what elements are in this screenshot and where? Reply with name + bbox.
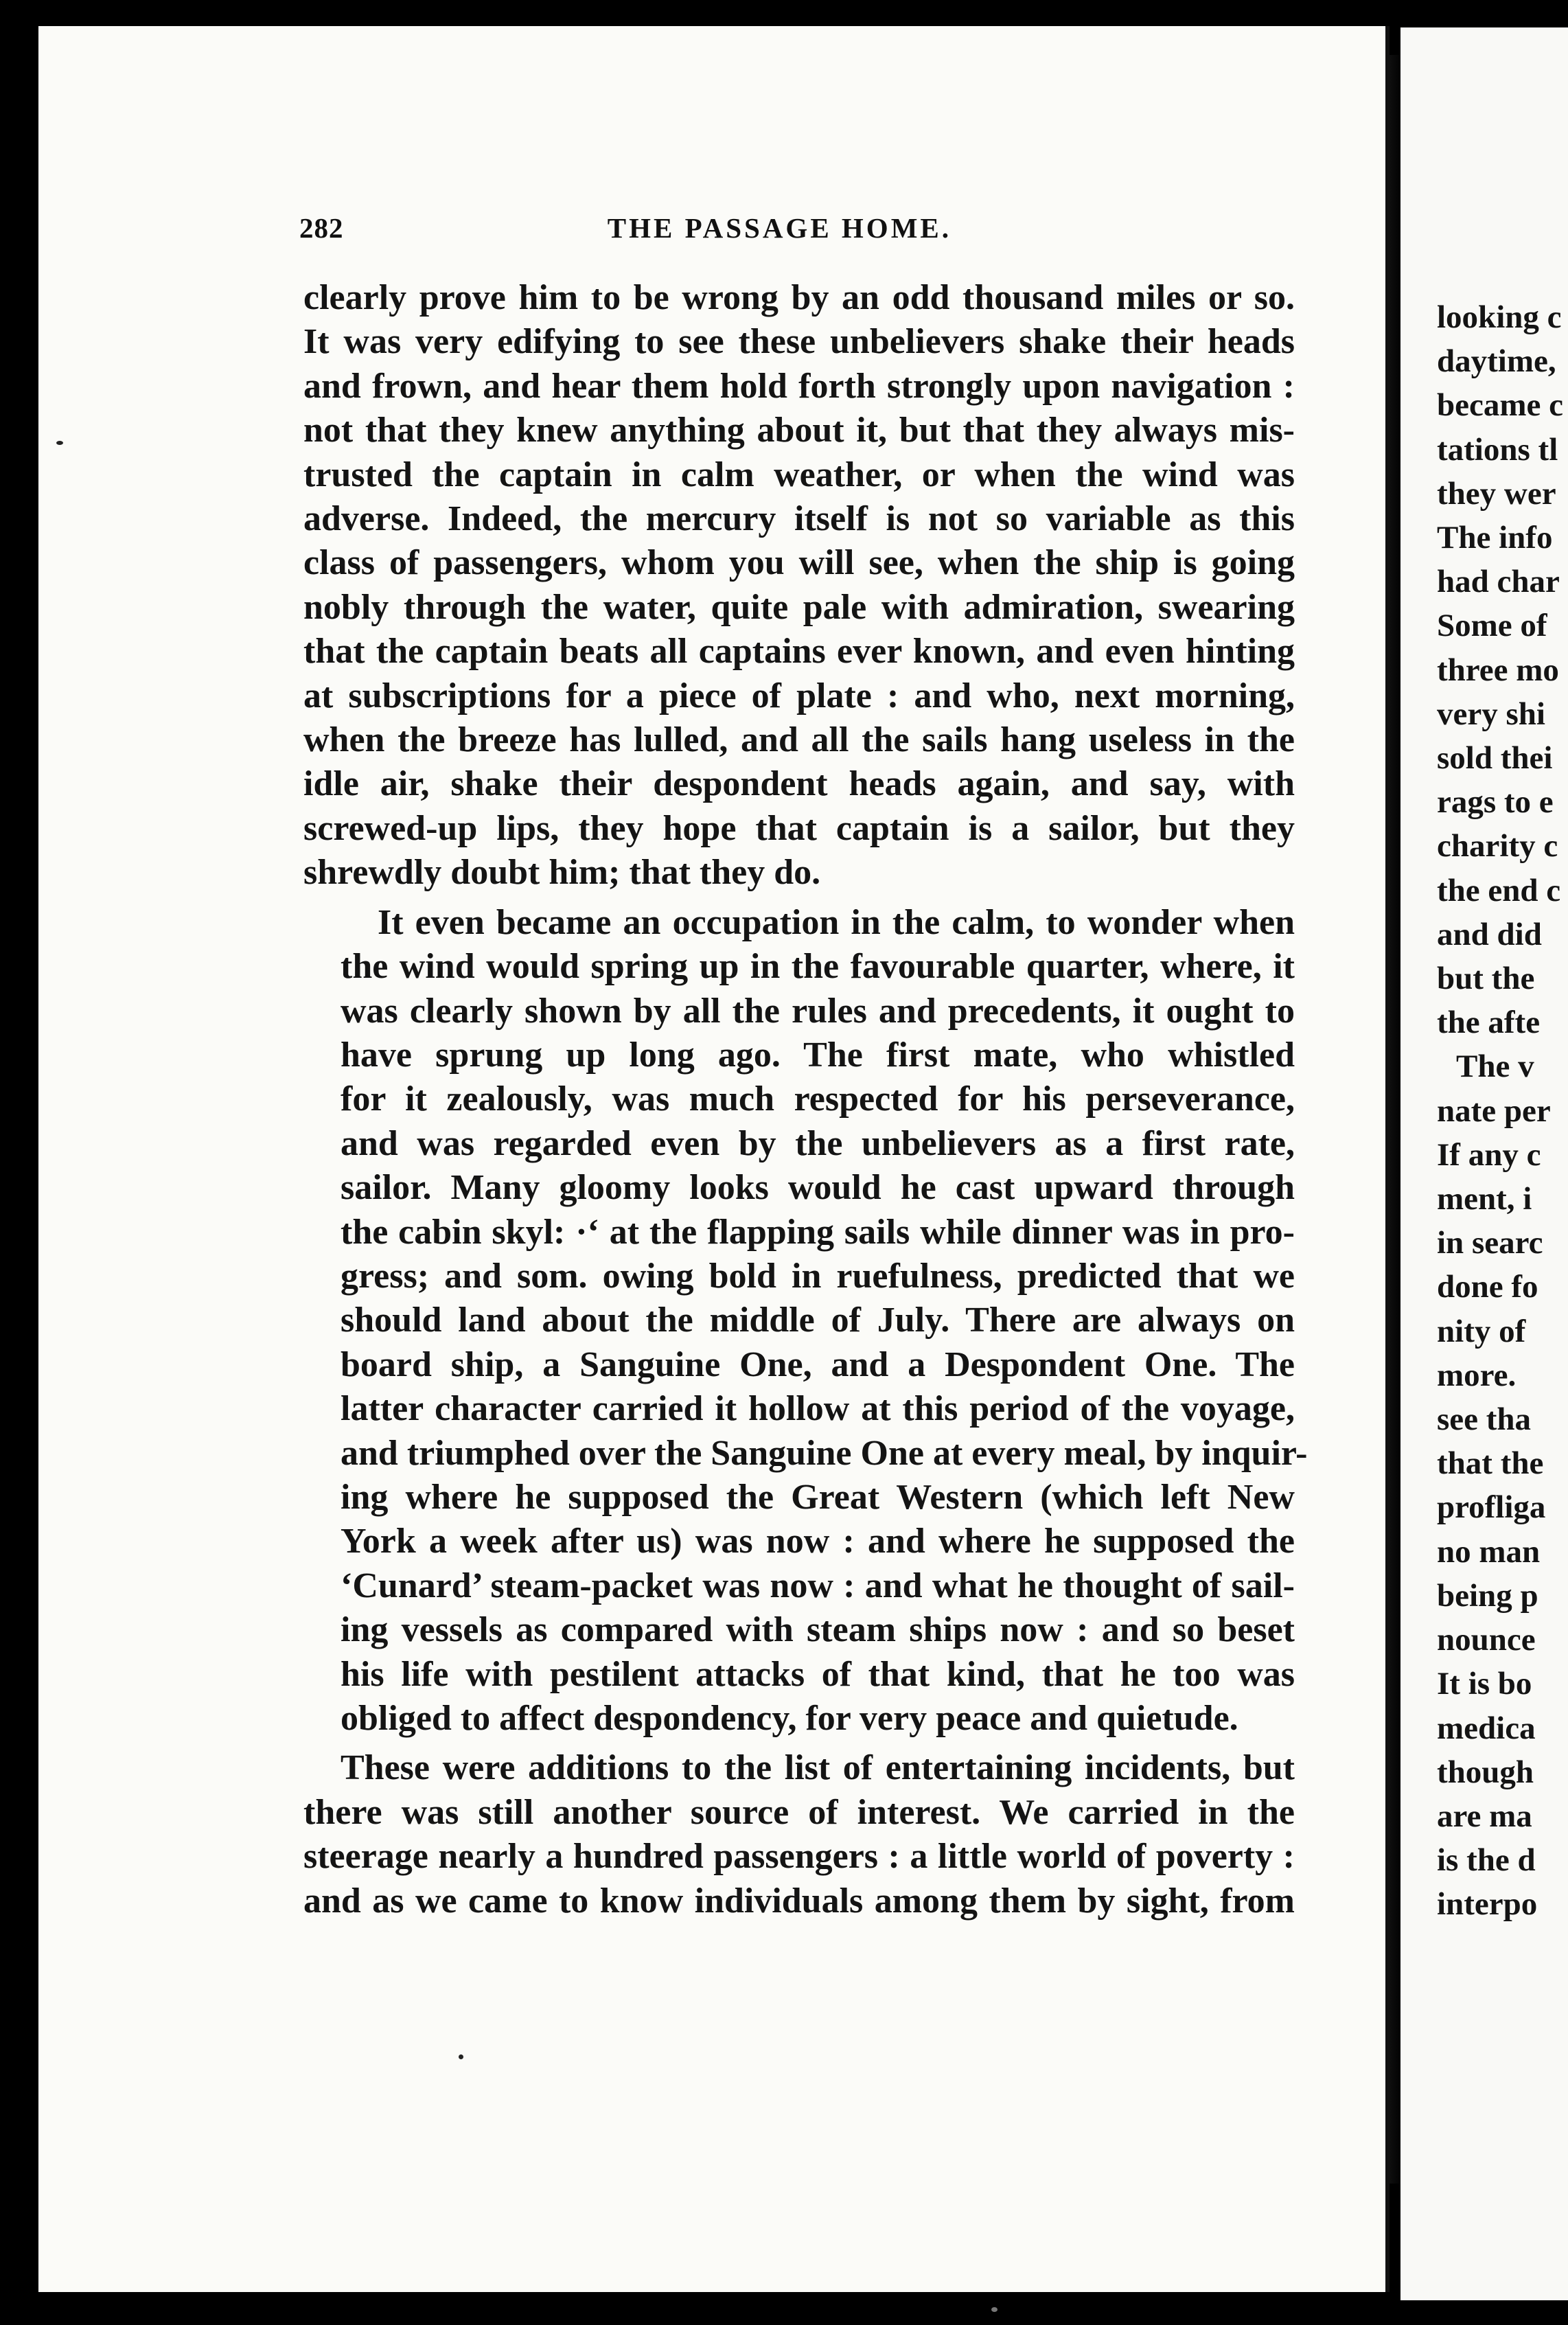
text-line: for it zealously, was much respected for his perseverance, <box>341 1079 1295 1119</box>
text-line: and triumphed over the Sanguine One at every meal, by inquir- <box>341 1433 1308 1473</box>
text-line: should land about the middle of July. There are always on <box>341 1301 1295 1340</box>
facing-text-line: three mo <box>1437 652 1559 688</box>
scan-speck <box>56 441 63 445</box>
facing-text-line: the end c <box>1437 872 1561 908</box>
facing-text-line: in searc <box>1437 1225 1543 1261</box>
facing-text-line: being p <box>1437 1577 1538 1614</box>
page-header <box>299 211 1302 253</box>
text-line: clearly prove him to be wrong by an odd thousand miles or so. <box>303 278 1295 317</box>
text-line: screwed-up lips, they hope that captain is a sailor, but they <box>303 808 1295 848</box>
facing-text-line: It is bo <box>1437 1666 1532 1702</box>
facing-text-line: Some of <box>1437 608 1547 644</box>
facing-text-line: though <box>1437 1754 1534 1790</box>
text-line: at subscriptions for a piece of plate : and who, next morning, <box>303 676 1295 715</box>
paragraph-3 <box>303 1746 1295 1923</box>
scan-speck <box>991 2307 998 2312</box>
facing-text-line: done fo <box>1437 1269 1538 1305</box>
facing-text-line: interpo <box>1437 1886 1538 1923</box>
facing-text-line: profliga <box>1437 1489 1546 1526</box>
facing-text-line: no man <box>1437 1533 1541 1570</box>
facing-text-line: see tha <box>1437 1401 1532 1438</box>
page-number: 282 <box>299 212 344 244</box>
text-line: York a week after us) was now : and where he supposed the <box>341 1522 1295 1561</box>
text-line: have sprung up long ago. The first mate, who whistled <box>341 1035 1295 1075</box>
text-line: These were additions to the list of entertaining incidents, but <box>341 1748 1295 1788</box>
text-line: and frown, and hear them hold forth strongly upon navigation : <box>303 366 1295 406</box>
main-text <box>303 276 1308 1923</box>
scan-speck <box>459 2054 463 2059</box>
text-line: the cabin skyl: ·‘ at the flapping sails while dinner was in pro- <box>341 1212 1295 1252</box>
text-line: adverse. Indeed, the mercury itself is not so variable as this <box>303 499 1295 539</box>
facing-text-line: but the <box>1437 961 1535 997</box>
running-title: THE PASSAGE HOME. <box>607 212 952 244</box>
text-line: and was regarded even by the unbelievers as a first rate, <box>341 1123 1295 1163</box>
facing-text-line: ment, i <box>1437 1181 1532 1217</box>
text-line: class of passengers, whom you will see, when the ship is going <box>303 543 1295 583</box>
text-line: not that they knew anything about it, but that they always mis- <box>303 411 1295 450</box>
facing-text-line: they wer <box>1437 475 1556 512</box>
page-gutter <box>1385 26 1390 2292</box>
facing-text-line: are ma <box>1437 1798 1532 1834</box>
facing-text-line: that the <box>1437 1445 1544 1482</box>
text-line: shrewdly doubt him; that they do. <box>303 853 821 893</box>
facing-text-line: had char <box>1437 564 1560 600</box>
facing-text-line: daytime, <box>1437 343 1556 380</box>
text-line: his life with pestilent attacks of that kind, that he too was <box>341 1654 1295 1694</box>
facing-text-line: nity of <box>1437 1313 1526 1349</box>
text-line: It even became an occupation in the calm, to wonder when <box>378 902 1295 942</box>
facing-text-line: and did <box>1437 916 1542 952</box>
facing-text-line: charity c <box>1437 828 1558 864</box>
paragraph-2 <box>303 901 1308 1741</box>
facing-text-line: The info <box>1437 520 1553 556</box>
facing-text-line: is the d <box>1437 1842 1536 1879</box>
text-line: ing vessels as compared with steam ships now : and so beset <box>341 1610 1295 1650</box>
text-line: was clearly shown by all the rules and precedents, it ought to <box>341 991 1295 1031</box>
text-line: that the captain beats all captains ever known, and even hinting <box>303 632 1295 672</box>
facing-text-line: nounce <box>1437 1622 1536 1658</box>
text-line: It was very edifying to see these unbelievers shake their heads <box>303 322 1295 362</box>
facing-text-line: rags to e <box>1437 784 1554 821</box>
facing-text-line: The v <box>1456 1049 1534 1085</box>
facing-text-line: sold thei <box>1437 740 1553 777</box>
facing-text-line: tations tl <box>1437 431 1558 468</box>
facing-text-line: became c <box>1437 387 1563 424</box>
facing-text-line: medica <box>1437 1710 1536 1746</box>
text-line: board ship, a Sanguine One, and a Despondent One. The <box>341 1344 1295 1384</box>
text-line: there was still another source of interest. We carried in the <box>303 1792 1295 1832</box>
text-line: trusted the captain in calm weather, or when the wind was <box>303 455 1295 494</box>
text-line: the wind would spring up in the favourable quarter, where, it <box>341 947 1295 987</box>
text-line: steerage nearly a hundred passengers : a little world of poverty : <box>303 1837 1295 1877</box>
text-line: gress; and som. owing bold in ruefulness, predicted that we <box>341 1256 1295 1296</box>
text-line: when the breeze has lulled, and all the sails hang useless in the <box>303 720 1295 760</box>
text-line: latter character carried it hollow at this period of the voyage, <box>341 1389 1295 1429</box>
facing-page-text <box>1437 295 1568 1927</box>
facing-text-line: nate per <box>1437 1092 1551 1129</box>
paragraph-1 <box>303 276 1295 895</box>
text-line: ‘Cunard’ steam-packet was now : and what he thought of sail- <box>341 1566 1295 1605</box>
text-line: nobly through the water, quite pale with admiration, swearing <box>303 587 1295 627</box>
facing-text-line: looking c <box>1437 299 1562 335</box>
text-line: idle air, shake their despondent heads again, and say, with <box>303 764 1295 804</box>
text-line: sailor. Many gloomy looks would he cast upward through <box>341 1168 1295 1208</box>
text-line: ing where he supposed the Great Western (which left New <box>341 1477 1295 1517</box>
facing-text-line: the afte <box>1437 1005 1541 1041</box>
facing-text-line: very shi <box>1437 696 1545 732</box>
text-line: obliged to affect despondency, for very peace and quietude. <box>341 1699 1238 1738</box>
text-line: and as we came to know individuals among them by sight, from <box>303 1881 1295 1921</box>
facing-text-line: If any c <box>1437 1136 1541 1173</box>
facing-text-line: more. <box>1437 1357 1517 1393</box>
